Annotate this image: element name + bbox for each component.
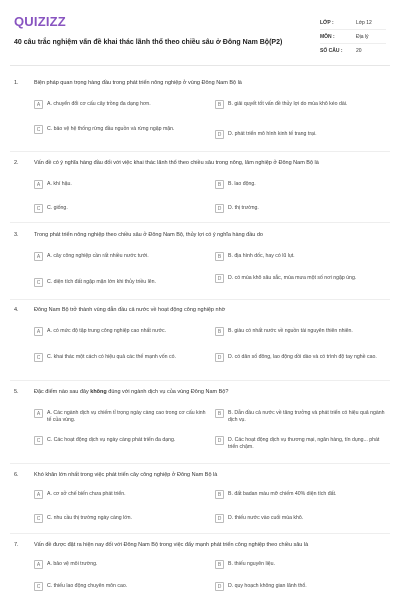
option-key-box: A [34,180,43,189]
option-key-box: C [34,204,43,213]
divider [10,380,390,381]
option-text: C. thiếu lao động chuyên môn cao. [47,583,128,589]
option-key-box: C [34,125,43,134]
option-text: D. quy hoạch không gian lãnh thổ. [228,583,307,589]
option-b[interactable] [215,327,387,336]
option-key-box: A [34,560,43,569]
quizizz-logo: QUIZIZZ [14,14,66,29]
option-text: B. thiếu nguyên liệu. [228,561,276,567]
option-a[interactable] [34,409,206,423]
meta-row-count [320,44,386,58]
option-a[interactable] [34,180,206,189]
option-key-box: B [215,180,224,189]
option-b[interactable] [215,490,387,499]
option-a[interactable] [34,100,206,109]
option-key-box: B [215,252,224,261]
divider [10,533,390,534]
question-number: 2. [14,160,19,166]
option-d[interactable] [215,130,387,139]
option-text: C. Các hoạt động dịch vụ ngày càng phát triển đa dạng. [47,437,176,443]
option-key-box: C [34,436,43,445]
question-number: 3. [14,232,19,238]
option-key-box: A [34,252,43,261]
option-text: A. bảo vệ môi trường. [47,561,98,567]
option-text: B. giải quyết tốt vấn đề thủy lợi do mùa khô kéo dài. [228,101,348,107]
option-text: A. khí hậu. [47,181,72,187]
option-text: D. Các hoạt động dịch vụ thương mại, ngân hàng, tín dụng... phát triển chậm. [228,437,380,450]
option-text: D. thị trường. [228,205,259,211]
option-key-box: C [34,353,43,362]
option-text: C. giống. [47,205,68,211]
option-b[interactable] [215,560,387,569]
option-a[interactable] [34,252,206,261]
meta-value: Lớp 12 [356,19,372,26]
option-key-box: D [215,514,224,523]
option-b[interactable] [215,180,387,189]
meta-label: SỐ CÂU : [320,48,343,54]
option-key-box: A [34,490,43,499]
option-key-box: A [34,327,43,336]
divider [10,222,390,223]
option-c[interactable] [34,125,206,134]
option-c[interactable] [34,204,206,213]
option-b[interactable] [215,409,387,423]
meta-label: MÔN : [320,33,335,40]
option-key-box: B [215,490,224,499]
option-text: D. có dân số đông, lao động dồi dào và có trình độ tay nghề cao. [228,354,377,360]
option-key-box: B [215,409,224,418]
question-number: 6. [14,472,19,478]
option-c[interactable] [34,514,206,523]
option-text: B. Dẫn đầu cả nước về tăng trưởng và phát triển có hiệu quả ngành dịch vụ. [228,410,385,423]
question-text-emphasis: không [90,389,107,395]
option-c[interactable] [34,436,206,445]
option-a[interactable] [34,490,206,499]
question-text: Khó khăn lớn nhất trong việc phát triển cây công nghiệp ở Đông Nam Bộ là [34,472,218,478]
option-key-box: D [215,274,224,283]
question-text: Biện pháp quan trọng hàng đầu trong phát triển nông nghiệp ở vùng Đông Nam Bộ là [34,80,242,86]
option-key-box: B [215,560,224,569]
quiz-title: 40 câu trắc nghiệm vấn đề khai thác lãnh thổ theo chiều sâu ở Đông Nam Bộ(P2) [14,39,283,46]
option-d[interactable] [215,514,387,523]
option-d[interactable] [215,274,387,283]
question-text-pre: Đặc điểm nào sau đây [34,389,91,395]
option-text: C. khai thác một cách có hiệu quả các thế mạnh vốn có. [47,354,176,360]
question-text: Vấn đề có ý nghĩa hàng đầu đối với việc khai thác lãnh thổ theo chiều sâu trong nông, lâm nghiệp ở Đông Nam Bộ là [34,160,319,166]
question-text-post: đúng với ngành dịch vụ của vùng Đông Nam Bộ? [106,389,229,395]
option-key-box: C [34,278,43,287]
option-d[interactable] [215,582,387,591]
option-text: C. diện tích đất ngập mặn lớn khi thủy triều lên. [47,279,156,285]
option-text: C. bảo vệ hệ thống rừng đầu nguồn và rừng ngập mặn. [47,126,175,132]
option-key-box: D [215,130,224,139]
option-key-box: C [34,582,43,591]
option-key-box: C [34,514,43,523]
question-text [34,389,384,396]
option-d[interactable] [215,436,387,450]
option-c[interactable] [34,582,206,591]
meta-label: LỚP : [320,19,334,26]
option-b[interactable] [215,252,387,261]
option-key-box: B [215,327,224,336]
option-text: D. phát triển mô hình kinh tế trang trại. [228,131,317,137]
option-key-box: A [34,409,43,418]
option-text: A. Các ngành dịch vụ chiếm tỉ trọng ngày càng cao trong cơ cấu kinh tế của vùng. [47,410,206,423]
option-key-box: D [215,353,224,362]
meta-row-subject [320,30,386,44]
option-text: B. địa hình dốc, hay có lũ lụt. [228,253,295,259]
option-c[interactable] [34,278,206,287]
quiz-header [10,10,390,66]
option-c[interactable] [34,353,206,362]
option-text: A. có mức độ tập trung công nghiệp cao nhất nước. [47,328,167,334]
option-text: A. cây công nghiệp cần rất nhiều nước tưới. [47,253,149,259]
option-a[interactable] [34,327,206,336]
option-text: B. lao động. [228,181,256,187]
question-text: Trong phát triển nông nghiệp theo chiều sâu ở Đông Nam Bộ, thủy lợi có ý nghĩa hàng đầu do [34,232,263,238]
option-key-box: B [215,100,224,109]
option-key-box: D [215,204,224,213]
divider [10,463,390,464]
question-text: Đông Nam Bộ trở thành vùng dẫn đầu cả nước về hoạt động công nghiệp nhờ [34,307,226,313]
option-text: A. cơ sở chế biến chưa phát triển. [47,491,126,497]
question-number: 1. [14,80,19,86]
option-text: B. giàu có nhất nước về nguồn tài nguyên thiên nhiên. [228,328,353,334]
divider [10,299,390,300]
quiz-meta-box [320,16,386,58]
option-key-box: D [215,436,224,445]
divider [10,151,390,152]
option-b[interactable] [215,100,387,109]
question-text: Vấn đề được đặt ra hiện nay đối với Đông Nam Bộ trong việc đẩy mạnh phát triển công nghiệp theo chiều sâu là [34,542,309,548]
meta-value: 20 [356,48,362,54]
option-text: C. nhu cầu thị trường ngày càng lớn. [47,515,132,521]
option-key-box: D [215,582,224,591]
meta-row-grade [320,16,386,30]
option-d[interactable] [215,353,387,362]
option-text: D. có mùa khô sâu sắc, mùa mưa một số nơi ngập úng. [228,275,357,281]
question-number: 7. [14,542,19,548]
option-d[interactable] [215,204,387,213]
option-text: A. chuyển đổi cơ cấu cây trồng đa dạng hơn. [47,101,151,107]
option-text: D. thiếu nước vào cuối mùa khô. [228,515,304,521]
question-number: 5. [14,389,19,395]
option-text: B. đất badan màu mỡ chiếm 40% diện tích đất. [228,491,337,497]
option-key-box: A [34,100,43,109]
option-a[interactable] [34,560,206,569]
meta-value: Địa lý [356,33,369,40]
question-number: 4. [14,307,19,313]
